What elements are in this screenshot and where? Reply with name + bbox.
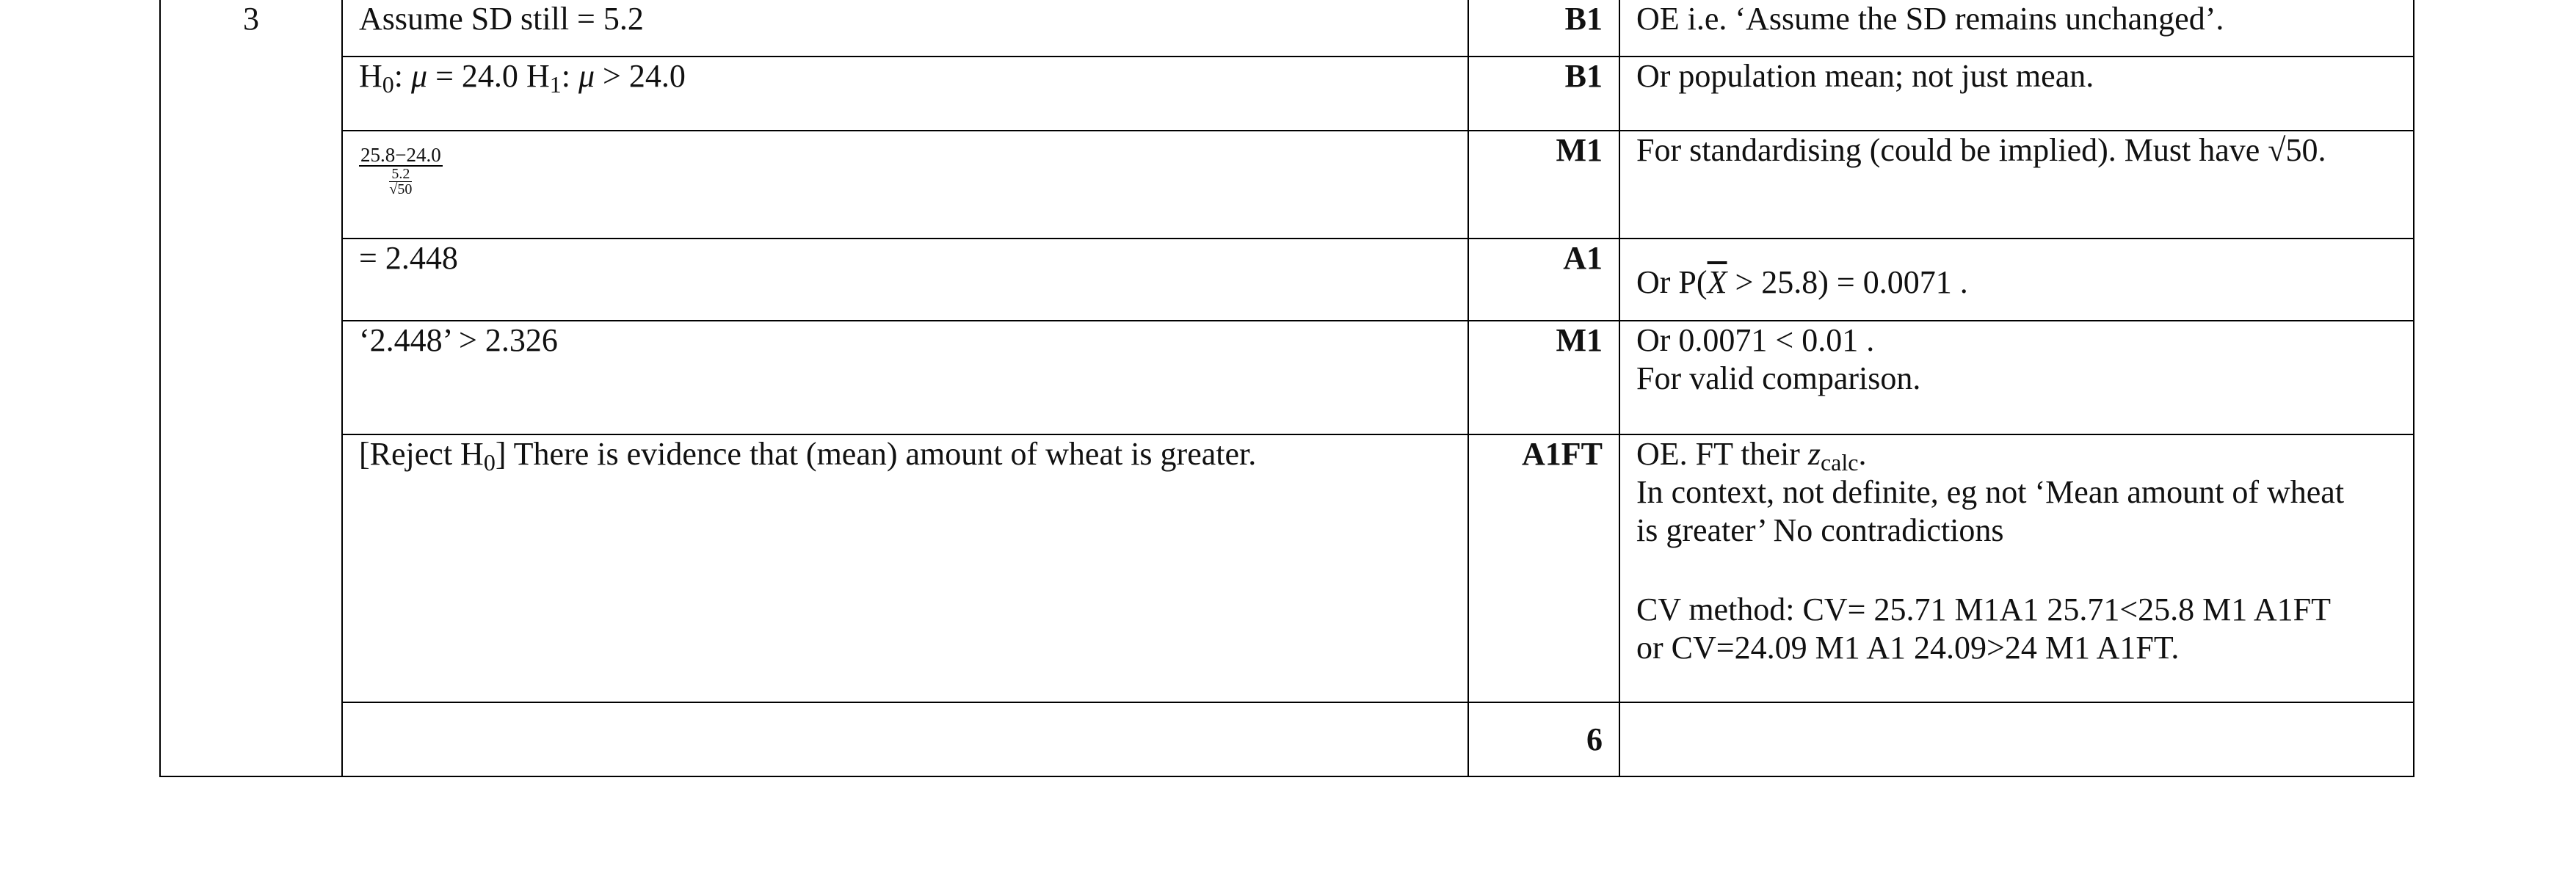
guidance-suffix: > 25.8) = 0.0071 . (1727, 264, 1968, 300)
z-symbol: z (1807, 436, 1821, 472)
h0-subscript: 0 (382, 71, 394, 98)
h1-value: > 24.0 (595, 58, 686, 94)
mark-text: A1FT (1522, 436, 1603, 472)
mark-cell (1468, 131, 1619, 239)
mark-cell (1468, 434, 1619, 702)
mark-text: M1 (1556, 132, 1603, 168)
mark-text: A1 (1563, 240, 1603, 276)
conclusion-text: ] There is evidence that (mean) amount of wheat is greater. (495, 436, 1257, 472)
table-row (160, 57, 2414, 131)
h0-letter: H (359, 58, 382, 94)
answer-cell (342, 434, 1468, 702)
h0-subscript: 0 (483, 449, 496, 476)
guidance-line: is greater’ No contradictions (1636, 512, 2004, 548)
guidance-line: Or 0.0071 < 0.01 . (1636, 322, 1875, 358)
guidance-cell (1619, 239, 2414, 321)
guidance-suffix: . (1858, 436, 1867, 472)
mark-text: B1 (1564, 1, 1603, 37)
inner-denominator: √50 (389, 181, 413, 197)
mark-cell (1468, 239, 1619, 321)
h1-colon: : (561, 58, 578, 94)
inner-fraction (389, 167, 412, 197)
answer-text: Assume SD still = 5.2 (359, 1, 644, 37)
h1-subscript: 1 (549, 71, 562, 98)
guidance-prefix: Or P( (1636, 264, 1708, 300)
guidance-line: For valid comparison. (1636, 360, 1921, 396)
x-bar-symbol: $\overline{X}$ (1707, 264, 1727, 300)
guidance-cell (1619, 57, 2414, 131)
guidance-cell (1619, 0, 2414, 57)
answer-cell (342, 702, 1468, 776)
answer-cell (342, 321, 1468, 434)
table-row (160, 321, 2414, 434)
guidance-prefix: OE. FT their (1636, 436, 1808, 472)
mark-scheme-table (159, 0, 2414, 777)
answer-cell (342, 239, 1468, 321)
guidance-line (1636, 435, 2397, 476)
guidance-cell (1619, 702, 2414, 776)
guidance-cell (1619, 131, 2414, 239)
mark-cell (1468, 321, 1619, 434)
reject-prefix: [Reject H (359, 436, 484, 472)
answer-cell (342, 57, 1468, 131)
answer-text: ‘2.448’ > 2.326 (359, 322, 558, 358)
standardising-fraction (359, 145, 443, 197)
inner-numerator: 5.2 (389, 167, 412, 182)
mu-symbol: μ (411, 58, 428, 94)
fraction-denominator (359, 167, 443, 197)
guidance-line: or CV=24.09 M1 A1 24.09>24 M1 A1FT. (1636, 630, 2180, 666)
table-row (160, 239, 2414, 321)
h0-value: = 24.0 (427, 58, 526, 94)
mark-text: M1 (1556, 322, 1603, 358)
guidance-text: OE i.e. ‘Assume the SD remains unchanged’. (1636, 1, 2224, 37)
answer-cell (342, 0, 1468, 57)
guidance-text: For standardising (could be implied). Must have √50. (1636, 132, 2326, 168)
question-number-text: 3 (243, 1, 259, 37)
table-row (160, 434, 2414, 702)
answer-cell (342, 131, 1468, 239)
guidance-line: In context, not definite, eg not ‘Mean amount of wheat (1636, 474, 2345, 510)
h1-letter: H (526, 58, 550, 94)
question-number (160, 0, 342, 776)
fraction-numerator: 25.8−24.0 (360, 144, 441, 166)
mark-cell (1468, 57, 1619, 131)
mu-symbol: μ (578, 58, 595, 94)
table-row (160, 131, 2414, 239)
guidance-cell (1619, 321, 2414, 434)
h0-colon: : (393, 58, 412, 94)
calc-subscript: calc (1820, 449, 1859, 476)
answer-text: = 2.448 (359, 240, 458, 276)
guidance-line: CV method: CV= 25.71 M1A1 25.71<25.8 M1 A1FT (1636, 592, 2331, 627)
total-mark-text: 6 (1586, 721, 1603, 757)
mark-text: B1 (1564, 58, 1603, 94)
table-row (160, 702, 2414, 776)
total-mark-cell (1468, 702, 1619, 776)
mark-cell (1468, 0, 1619, 57)
guidance-cell (1619, 434, 2414, 702)
table-row (160, 0, 2414, 57)
spacer (1636, 550, 2397, 591)
guidance-text: Or population mean; not just mean. (1636, 58, 2094, 94)
